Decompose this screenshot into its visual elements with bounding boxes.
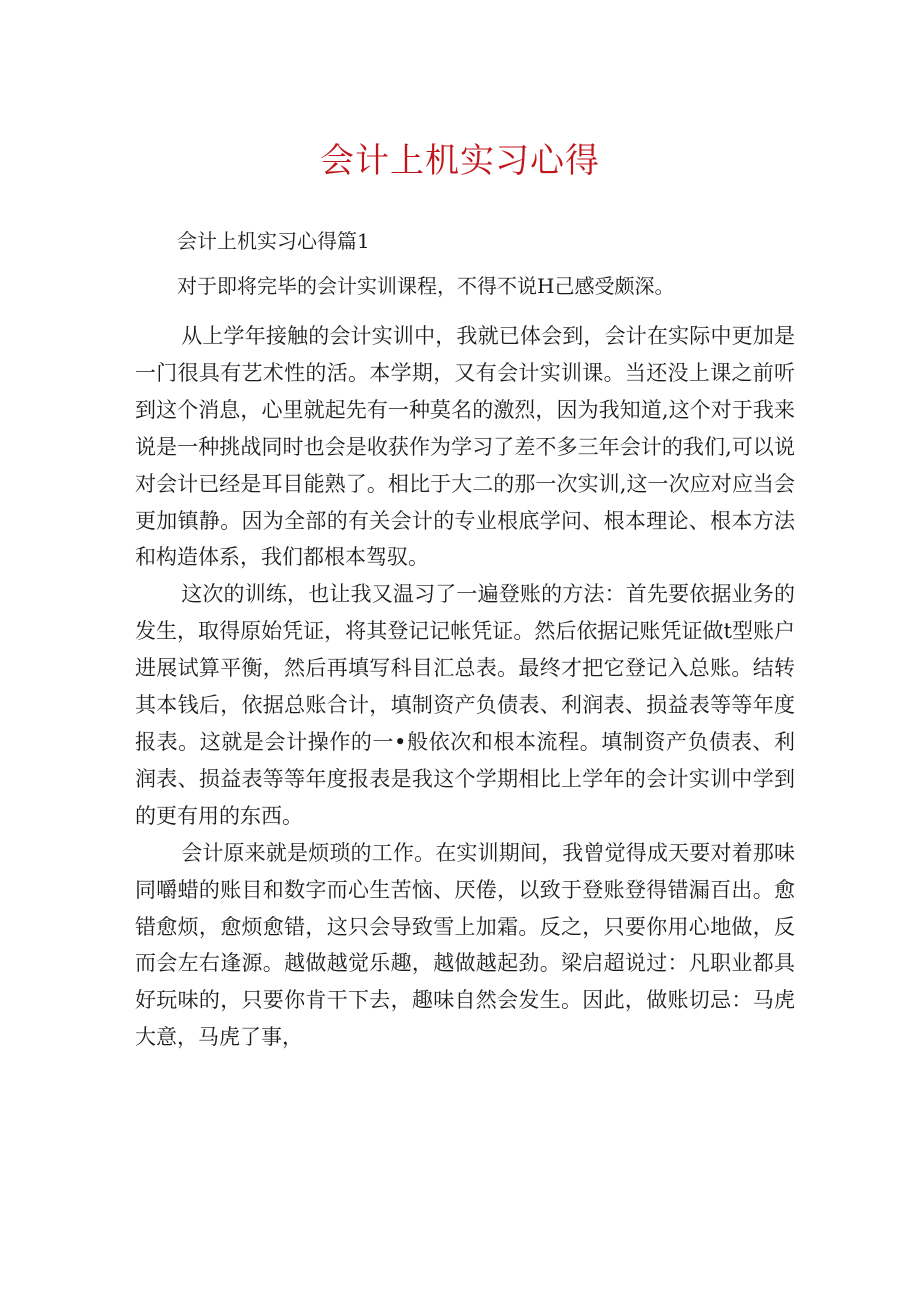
- body-text: [135, 318, 795, 1056]
- paragraph-3: 会计原来就是烦琐的工作。在实训期间，我曾觉得成天要对着那味同嚼蜡的账目和数字而心生苦恼、厌倦，以致于登账登得错漏百出。愈错愈烦，愈烦愈错，这只会导致雪上加霜。反之，只要你用心地做，反而会左右逢源。越做越觉乐趣，越做越起劲。梁启超说过：凡职业都具好玩味的，只要你肯干下去，趣味自然会发生。因此，做账切忌：马虎大意，马虎了事，: [135, 840, 795, 1050]
- document-title: 会计上机实习心得: [320, 141, 600, 181]
- paragraph-1: 从上学年接触的会计实训中，我就已体会到，会计在实际中更加是一门很具有艺术性的活。本学期，又有会计实训课。当还没上课之前听到这个消息，心里就起先有一种莫名的激烈，因为我知道,这个对于我来说是一种挑战同时也会是收获作为学习了差不多三年会计的我们,可以说对会计已经是耳目能熟了。相比于大二的那一次实训,这一次应对应当会更加镇静。因为全部的有关会计的专业根底学问、根本理论、根本方法和构造体系，我们都根本驾驭。: [135, 324, 795, 570]
- paragraph-2: 这次的训练，也让我又温习了一遍登账的方法：首先要依据业务的发生，取得原始凭证，将其登记记帐凭证。然后依据记账凭证做t型账户进展试算平衡，然后再填写科目汇总表。最终才把它登记入总账。结转其本钱后，依据总账合计，填制资产负债表、利润表、损益表等等年度报表。这就是会计操作的一•般依次和根本流程。填制资产负债表、利润表、损益表等等年度报表是我这个学期相比上学年的会计实训中学到的更有用的东西。: [135, 582, 795, 828]
- intro-line: 对于即将完毕的会计实训课程，不得不说H己感受颇深。: [177, 274, 675, 298]
- section-heading: 会计上机实习心得篇1: [177, 229, 370, 253]
